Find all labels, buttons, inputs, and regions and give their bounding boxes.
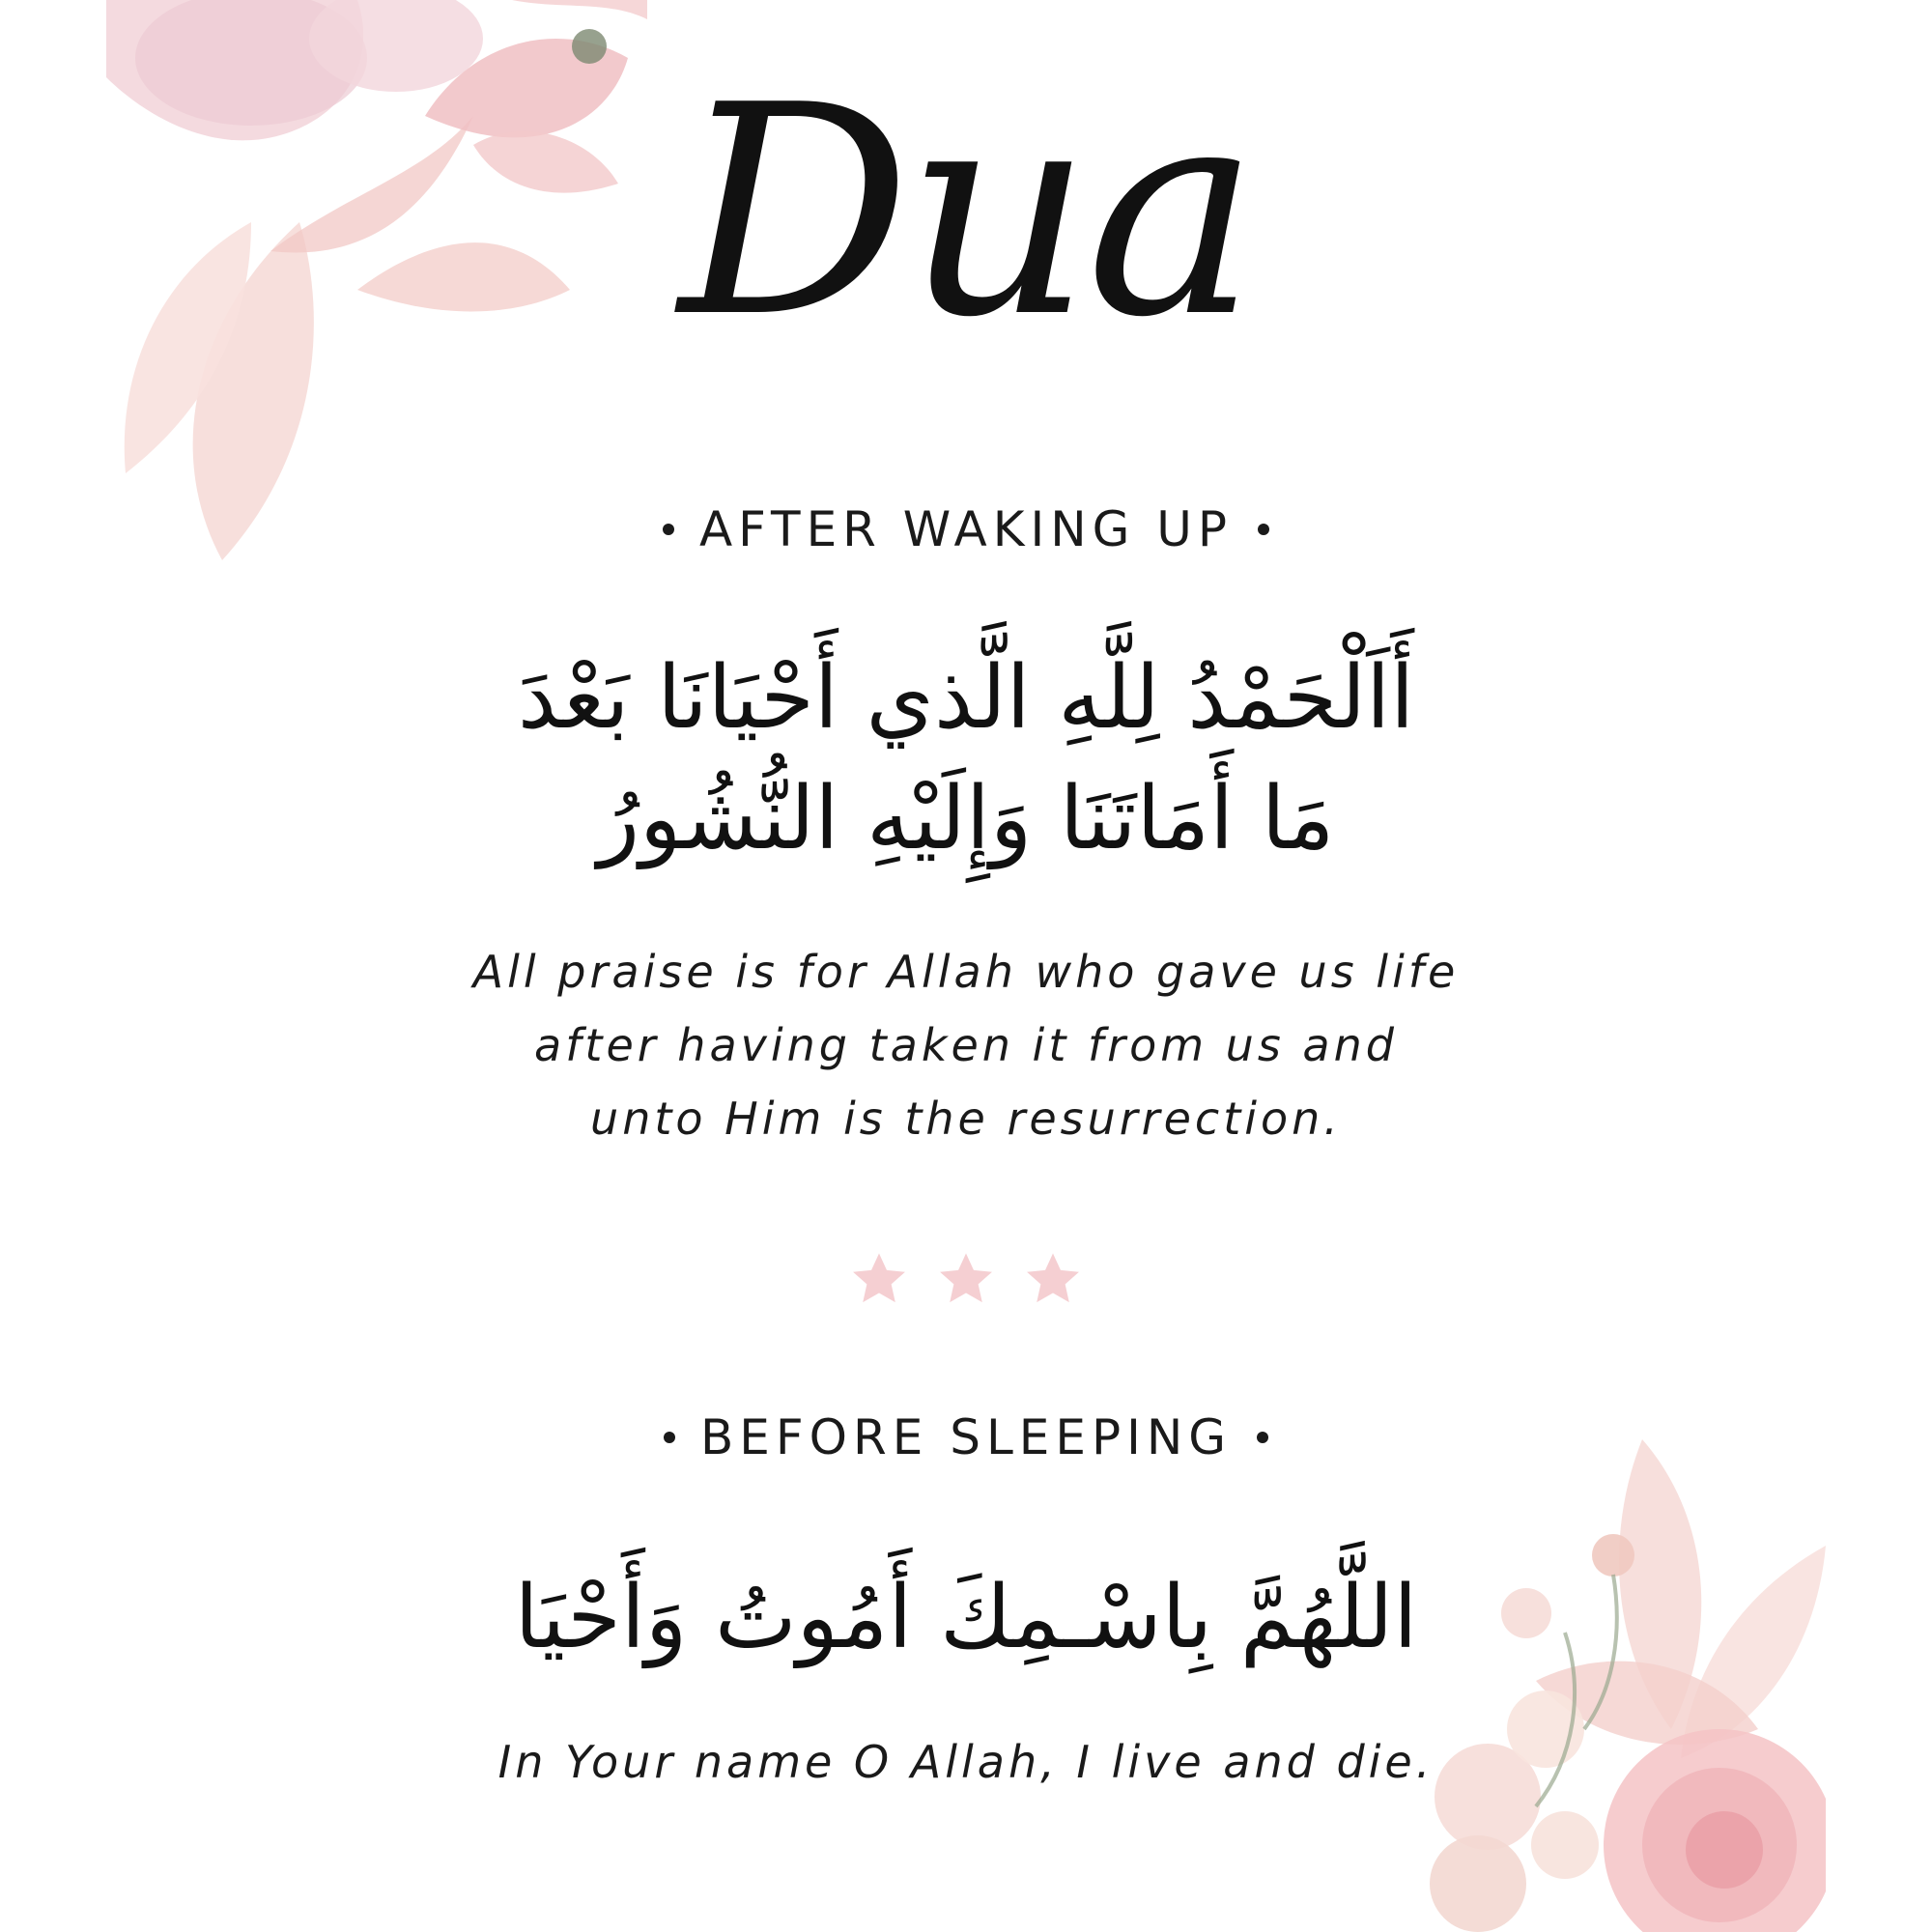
star-icon bbox=[934, 1248, 998, 1312]
star-icon bbox=[847, 1248, 911, 1312]
section-heading-after-waking bbox=[0, 500, 1932, 558]
bullet-dot-icon bbox=[1257, 1432, 1268, 1443]
section-heading-before-sleeping bbox=[0, 1408, 1932, 1466]
arabic-line: أَاَلْحَمْدُ لِلَّهِ الَّذي أَحْيَانَا بَعْدَ bbox=[517, 647, 1415, 749]
bullet-dot-icon bbox=[1258, 524, 1269, 535]
arabic-line: اللَّهُمَّ بِاسْـمِكَ أَمُوتُ وَأَحْيَا bbox=[514, 1567, 1418, 1668]
page-title: Dua bbox=[678, 43, 1254, 381]
star-icon bbox=[1021, 1248, 1085, 1312]
bullet-dot-icon bbox=[663, 524, 674, 535]
translation-line: All praise is for Allah who gave us life bbox=[472, 946, 1460, 998]
section-heading-label: BEFORE SLEEPING bbox=[699, 1409, 1233, 1465]
bullet-dot-icon bbox=[664, 1432, 675, 1443]
translation-line: In Your name O Allah, I live and die. bbox=[497, 1736, 1435, 1788]
arabic-dua-text bbox=[0, 1557, 1932, 1678]
translation-line: after having taken it from us and bbox=[534, 1019, 1398, 1071]
translation-text bbox=[0, 1725, 1932, 1799]
stars-divider bbox=[0, 1248, 1932, 1317]
translation-text bbox=[0, 935, 1932, 1155]
translation-line: unto Him is the resurrection. bbox=[590, 1093, 1342, 1145]
section-heading-label: AFTER WAKING UP bbox=[698, 501, 1234, 557]
floral-bottom-right-decoration bbox=[1420, 1439, 1826, 1932]
arabic-line: مَا أَمَاتَنَا وَإِلَيْهِ النُّشُورُ bbox=[597, 768, 1335, 869]
arabic-dua-text bbox=[0, 638, 1932, 879]
